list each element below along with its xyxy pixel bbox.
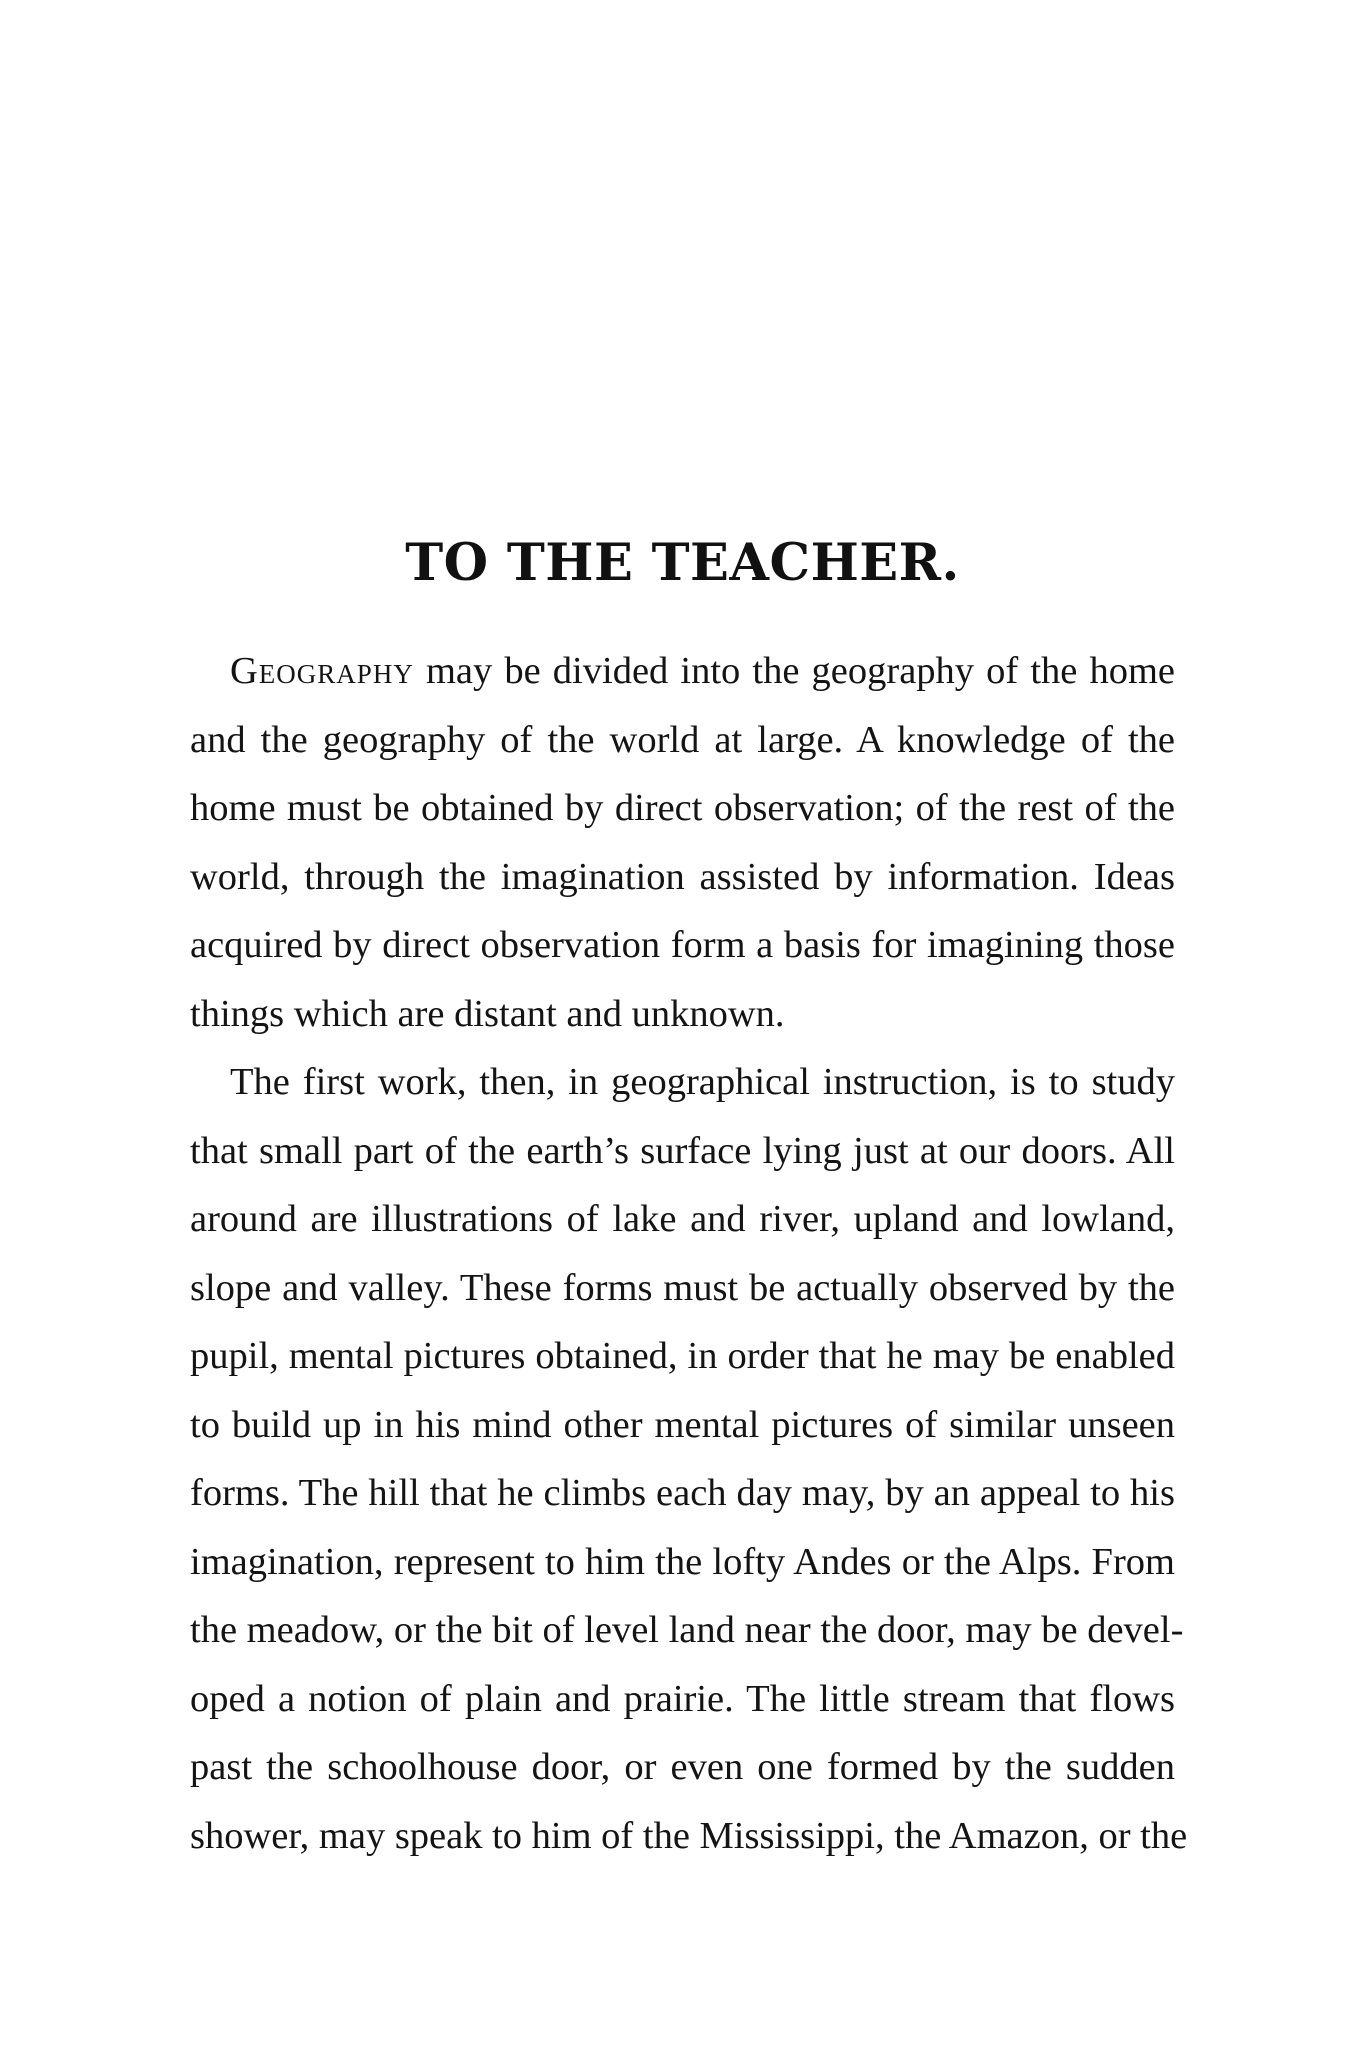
text-line: past the schoolhouse door, or even one formed by the sudden	[190, 1746, 1175, 1788]
text-line: imagination, represent to him the lofty Andes or the Alps. From	[190, 1540, 1175, 1583]
drop-word: Geography	[230, 650, 414, 692]
text-line: the meadow, or the bit of level land near the door, may be devel-	[190, 1609, 1184, 1651]
text-line: things which are distant and unknown.	[190, 992, 785, 1035]
text-line	[190, 637, 1175, 706]
paragraph-1	[190, 637, 1175, 1048]
page-title: TO THE TEACHER.	[405, 533, 960, 593]
text-line: around are illustrations of lake and river, upland and lowland,	[190, 1198, 1175, 1240]
text-line: world, through the imagination assisted by information. Ideas	[190, 855, 1175, 898]
text-line: home must be obtained by direct observation; of the rest of the	[190, 787, 1175, 829]
text-line: shower, may speak to him of the Mississippi, the Amazon, or the	[190, 1814, 1188, 1857]
text-line: pupil, mental pictures obtained, in order that he may be enabled	[190, 1335, 1175, 1377]
text-line: oped a notion of plain and prairie. The little stream that flows	[190, 1677, 1175, 1720]
text-line: that small part of the earth’s surface lying just at our doors. All	[190, 1129, 1175, 1172]
text-line: to build up in his mind other mental pictures of similar unseen	[190, 1403, 1175, 1446]
text-line: slope and valley. These forms must be actually observed by the	[190, 1266, 1175, 1309]
paragraph-2	[190, 1048, 1188, 1870]
text-line: acquired by direct observation form a basis for imagining those	[190, 924, 1175, 966]
text-line: The first work, then, in geographical instruction, is to study	[230, 1061, 1175, 1103]
line-text: may be divided into the geography of the home	[425, 650, 1176, 692]
text-line: and the geography of the world at large. A knowledge of the	[190, 718, 1175, 761]
body-text	[190, 637, 1188, 1870]
text-line: forms. The hill that he climbs each day may, by an appeal to his	[190, 1472, 1175, 1514]
